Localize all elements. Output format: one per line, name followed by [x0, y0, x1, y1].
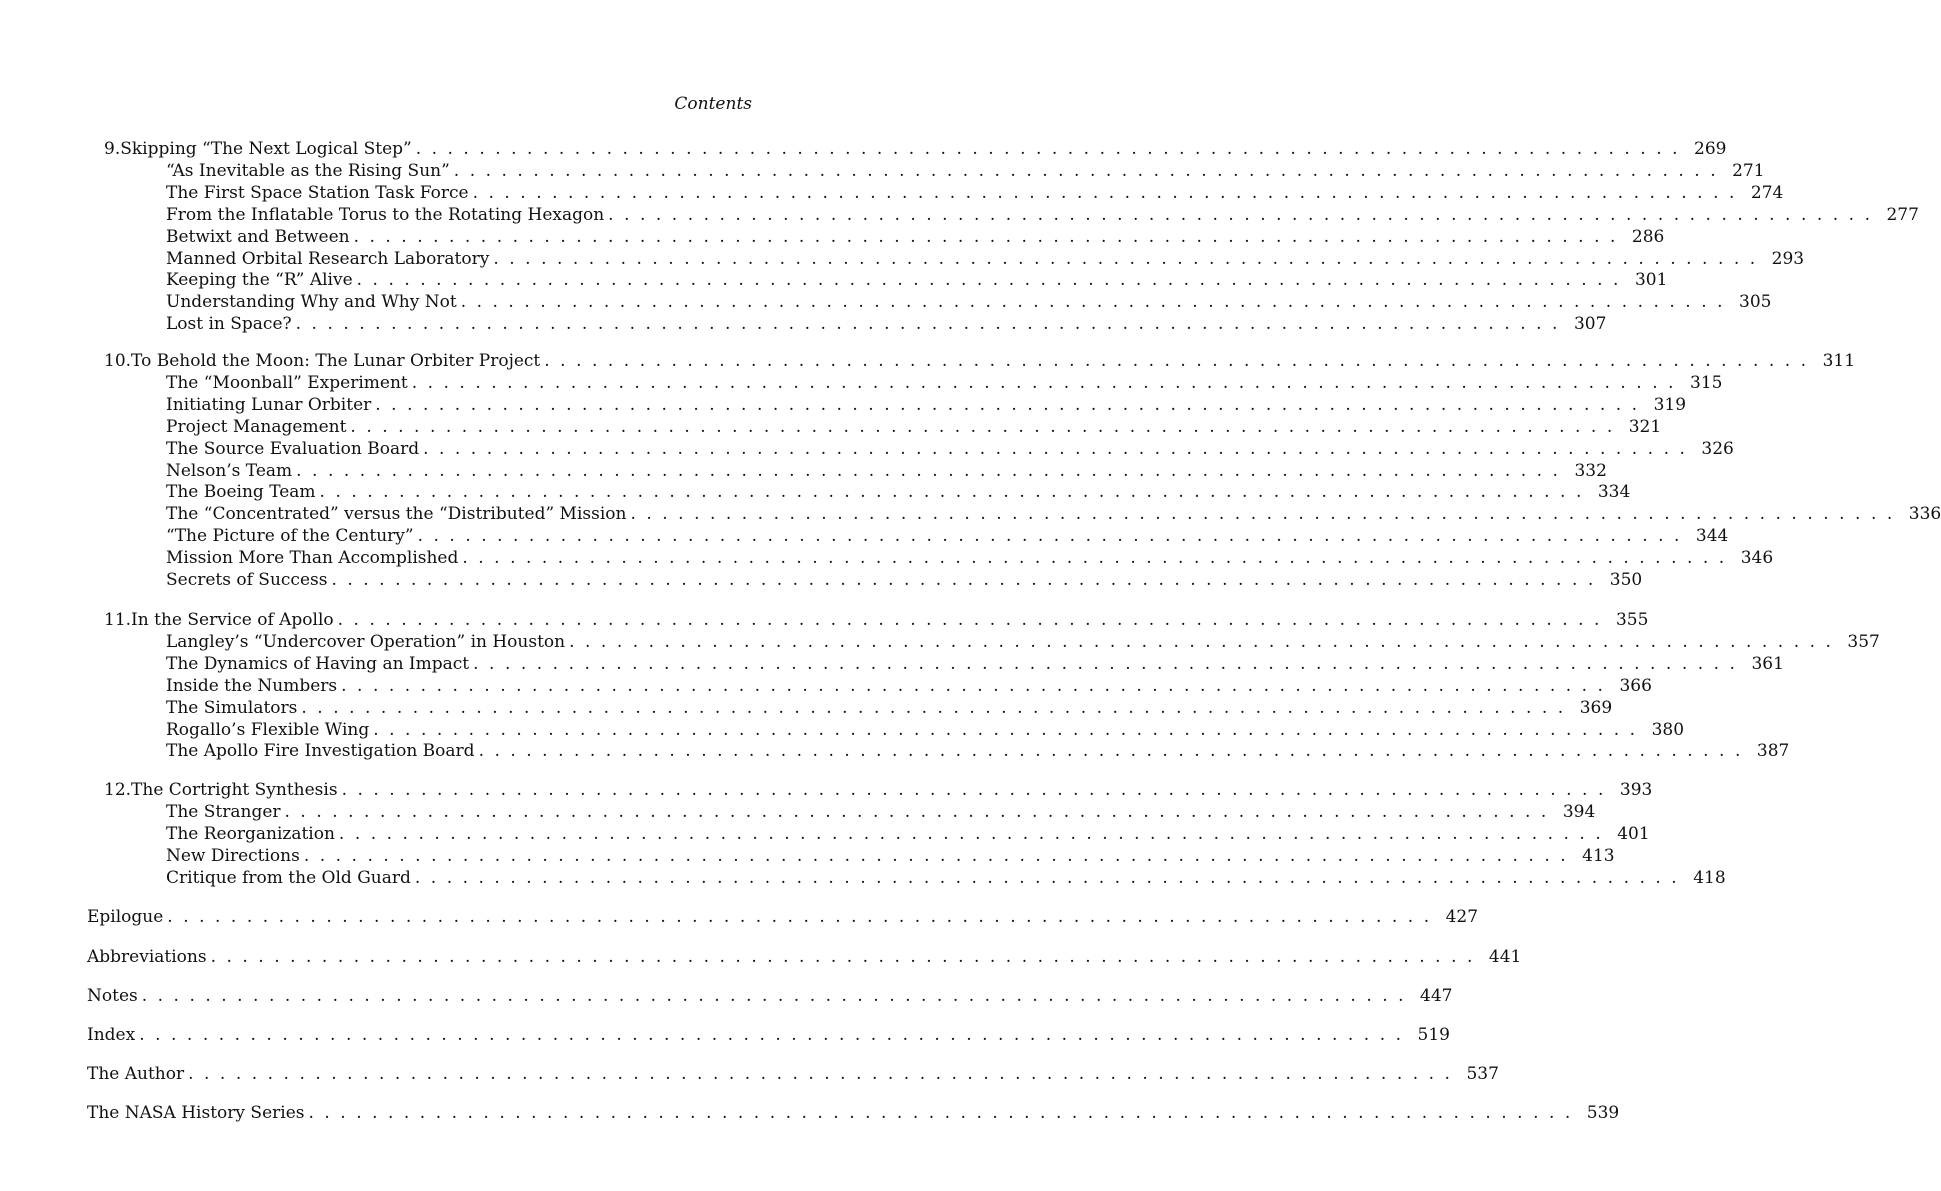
page-number: 321	[1628, 416, 1662, 437]
dot-leader: ................................................................................	[411, 372, 1685, 393]
entry-title: From the Inflatable Torus to the Rotating Hexagon	[166, 204, 605, 225]
entry-title: Inside the Numbers	[166, 675, 338, 696]
entry-title: “As Inevitable as the Rising Sun”	[166, 160, 450, 181]
chapter-entry	[104, 609, 1649, 631]
page-number: 355	[1615, 610, 1649, 630]
section-entry	[166, 719, 1685, 741]
page-number: 307	[1573, 314, 1607, 335]
section-entry	[166, 675, 1652, 697]
dot-leader: ................................................................................	[331, 570, 1604, 590]
dot-leader: ................................................................................	[375, 394, 1648, 415]
page-number: 334	[1597, 482, 1631, 503]
entry-title: The Simulators	[166, 697, 298, 718]
entry-title: The Author	[87, 1064, 185, 1084]
page-number: 286	[1631, 226, 1665, 247]
entry-title: Nelson’s Team	[166, 460, 293, 481]
page-number: 380	[1651, 719, 1685, 740]
dot-leader: ................................................................................	[472, 182, 1745, 203]
page-number: 277	[1886, 204, 1919, 225]
page-number: 394	[1562, 801, 1596, 822]
page-number: 369	[1579, 697, 1613, 718]
page-number: 393	[1619, 780, 1653, 800]
entry-title: Index	[87, 1025, 136, 1045]
page-number: 441	[1488, 947, 1522, 967]
dot-leader: ................................................................................	[295, 314, 1568, 335]
page-number: 305	[1739, 292, 1772, 313]
entry-title: Betwixt and Between	[166, 226, 350, 247]
page-number: 418	[1693, 867, 1726, 888]
chapter-number: 10.	[104, 351, 132, 371]
dot-leader: ................................................................................	[296, 460, 1569, 481]
entry-title: To Behold the Moon: The Lunar Orbiter Project	[131, 351, 541, 371]
section-entry	[166, 460, 1607, 482]
dot-leader: ................................................................................	[350, 416, 1623, 437]
dot-leader: ................................................................................	[167, 907, 1440, 927]
section-entry	[166, 740, 1790, 762]
entry-title: Keeping the “R” Alive	[166, 270, 353, 291]
section-entry	[166, 160, 1765, 182]
entry-title: Langley’s “Undercover Operation” in Houston	[166, 631, 566, 652]
entry-title: New Directions	[166, 845, 300, 866]
dot-leader: ................................................................................	[608, 204, 1881, 225]
section-entry	[166, 525, 1729, 547]
chapter-entry	[104, 138, 1727, 160]
section-entry	[166, 823, 1650, 845]
entry-title: The First Space Station Task Force	[166, 182, 469, 203]
page-number: 361	[1751, 653, 1784, 674]
section-entry	[166, 697, 1613, 719]
page-number: 326	[1701, 438, 1734, 459]
entry-title: Understanding Why and Why Not	[166, 292, 457, 313]
entry-title: The Stranger	[166, 801, 281, 822]
section-entry	[166, 845, 1615, 867]
section-entry	[166, 226, 1665, 248]
entry-title: The “Moonball” Experiment	[166, 372, 408, 393]
entry-title: Initiating Lunar Orbiter	[166, 394, 372, 415]
page-number: 269	[1694, 139, 1727, 159]
dot-leader: ................................................................................	[356, 270, 1629, 291]
running-head: Contents	[674, 94, 752, 114]
section-entry	[166, 394, 1687, 416]
section-entry	[166, 269, 1668, 291]
page-number: 346	[1740, 548, 1774, 569]
entry-title: The Reorganization	[166, 823, 335, 844]
page-number: 447	[1420, 986, 1453, 1006]
dot-leader: ................................................................................	[423, 438, 1696, 459]
dot-leader: ................................................................................	[341, 780, 1614, 800]
dot-leader: ................................................................................	[493, 248, 1766, 269]
chapter-number: 12.	[104, 780, 132, 800]
entry-title: The Apollo Fire Investigation Board	[166, 741, 475, 762]
section-entry	[166, 438, 1734, 460]
page-number: 311	[1822, 351, 1856, 371]
dot-leader: ................................................................................	[414, 867, 1688, 888]
page-number: 315	[1690, 372, 1723, 393]
dot-leader: ................................................................................	[569, 631, 1842, 652]
page-number: 427	[1445, 907, 1479, 927]
dot-leader: ................................................................................	[139, 1025, 1412, 1045]
section-entry	[166, 653, 1784, 675]
page-number: 357	[1847, 631, 1880, 652]
entry-title: Mission More Than Accomplished	[166, 548, 459, 569]
dot-leader: ................................................................................	[188, 1064, 1461, 1084]
dot-leader: ................................................................................	[308, 1103, 1581, 1123]
entry-title: Rogallo’s Flexible Wing	[166, 719, 370, 740]
dot-leader: ................................................................................	[544, 351, 1817, 371]
dot-leader: ................................................................................	[341, 675, 1614, 696]
page-number: 336	[1908, 504, 1941, 525]
dot-leader: ................................................................................	[353, 226, 1626, 247]
back-matter-entry	[87, 1102, 1620, 1124]
page-number: 344	[1695, 526, 1729, 547]
dot-leader: ................................................................................	[453, 160, 1727, 181]
page-number: 274	[1750, 182, 1784, 203]
dot-leader: ................................................................................	[338, 823, 1612, 844]
page-number: 519	[1417, 1025, 1450, 1045]
back-matter-entry	[87, 1063, 1499, 1085]
page-number: 539	[1586, 1103, 1620, 1123]
chapter-number: 11.	[104, 610, 132, 630]
dot-leader: ................................................................................	[473, 653, 1746, 674]
page-number: 319	[1653, 394, 1687, 415]
entry-title: Epilogue	[87, 907, 164, 927]
entry-title: Skipping “The Next Logical Step”	[120, 139, 412, 159]
dot-leader: ................................................................................	[373, 719, 1646, 740]
entry-title: The Dynamics of Having an Impact	[166, 653, 470, 674]
section-entry	[166, 631, 1880, 653]
chapter-number: 9.	[104, 139, 121, 159]
section-entry	[166, 481, 1631, 503]
chapter-entry	[104, 350, 1856, 372]
dot-leader: ................................................................................	[303, 845, 1577, 866]
entry-title: The “Concentrated” versus the “Distributed” Mission	[166, 504, 627, 525]
entry-title: Abbreviations	[87, 947, 207, 967]
entry-title: Manned Orbital Research Laboratory	[166, 248, 490, 269]
dot-leader: ................................................................................	[337, 610, 1610, 630]
page-number: 401	[1617, 823, 1650, 844]
section-entry	[166, 801, 1596, 823]
entry-title: Project Management	[166, 416, 347, 437]
entry-title: The Cortright Synthesis	[131, 780, 338, 800]
entry-title: Lost in Space?	[166, 314, 292, 335]
section-entry	[166, 313, 1607, 335]
dot-leader: ................................................................................	[415, 139, 1689, 159]
section-entry	[166, 291, 1772, 313]
entry-title: Secrets of Success	[166, 570, 328, 590]
back-matter-entry	[87, 906, 1479, 928]
section-entry	[166, 867, 1726, 889]
back-matter-entry	[87, 985, 1453, 1007]
section-entry	[166, 547, 1774, 569]
section-entry	[166, 503, 1941, 525]
entry-title: Notes	[87, 986, 138, 1006]
page-number: 271	[1732, 160, 1765, 181]
section-entry	[166, 569, 1643, 591]
section-entry	[166, 248, 1805, 270]
page-number: 350	[1609, 570, 1643, 590]
section-entry	[166, 416, 1662, 438]
back-matter-entry	[87, 1024, 1450, 1046]
entry-title: “The Picture of the Century”	[166, 526, 414, 547]
dot-leader: ................................................................................	[460, 292, 1734, 313]
dot-leader: ................................................................................	[301, 697, 1574, 718]
dot-leader: ................................................................................	[141, 986, 1415, 1006]
dot-leader: ................................................................................	[417, 526, 1690, 547]
page-number: 387	[1756, 741, 1790, 762]
page-number: 301	[1634, 270, 1668, 291]
section-entry	[166, 204, 1919, 226]
dot-leader: ................................................................................	[319, 482, 1592, 503]
dot-leader: ................................................................................	[630, 504, 1903, 525]
chapter-entry	[104, 779, 1653, 801]
dot-leader: ................................................................................	[478, 741, 1751, 762]
entry-title: The Source Evaluation Board	[166, 438, 420, 459]
entry-title: Critique from the Old Guard	[166, 867, 411, 888]
entry-title: In the Service of Apollo	[131, 610, 334, 630]
entry-title: The NASA History Series	[87, 1103, 305, 1123]
entry-title: The Boeing Team	[166, 482, 316, 503]
page-number: 293	[1771, 248, 1805, 269]
page-number: 413	[1582, 845, 1615, 866]
section-entry	[166, 372, 1723, 394]
page-number: 366	[1619, 675, 1652, 696]
back-matter-entry	[87, 946, 1522, 968]
dot-leader: ................................................................................	[462, 548, 1735, 569]
page-number: 332	[1574, 460, 1607, 481]
dot-leader: ................................................................................	[210, 947, 1483, 967]
page-number: 537	[1466, 1064, 1499, 1084]
section-entry	[166, 182, 1784, 204]
dot-leader: ................................................................................	[284, 801, 1557, 822]
